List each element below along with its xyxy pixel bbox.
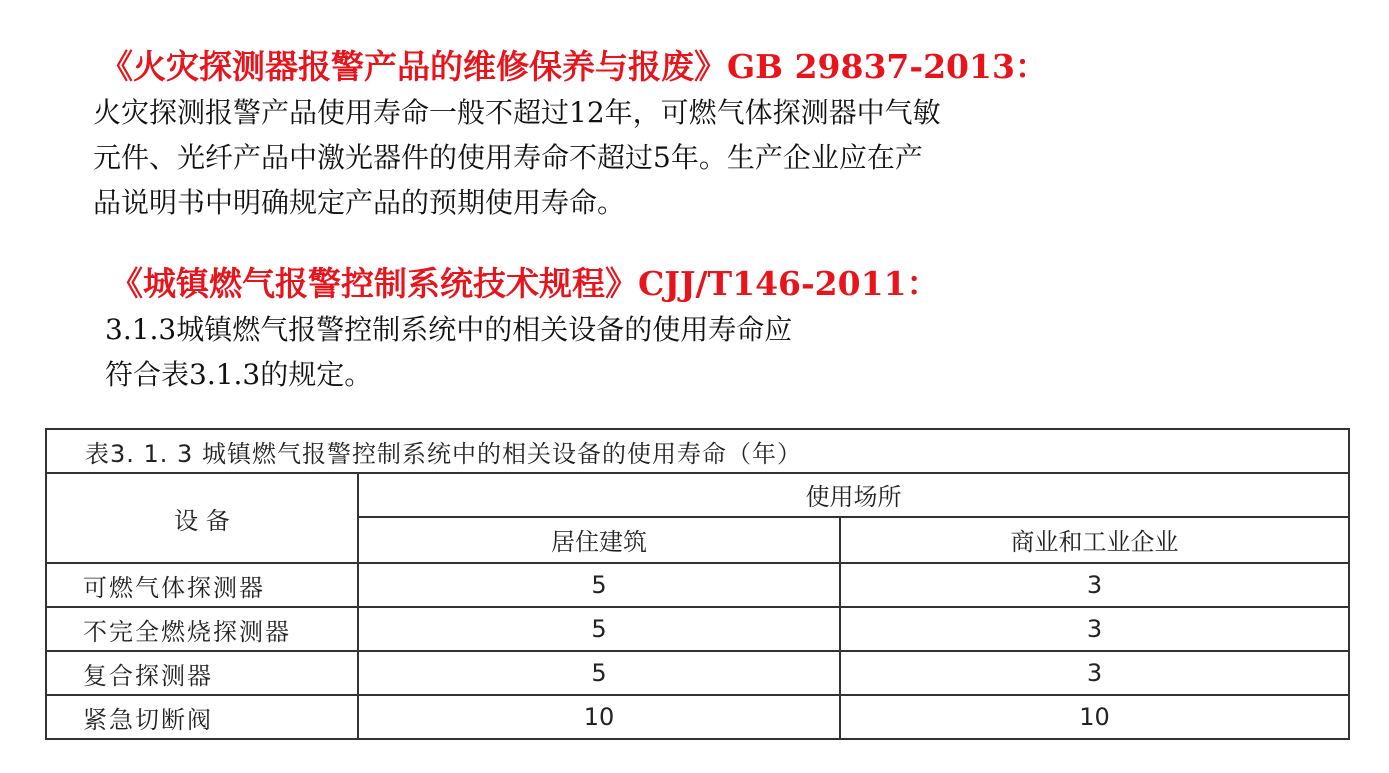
table-row bbox=[46, 607, 1349, 651]
column-header-commercial: 商业和工业企业 bbox=[840, 517, 1349, 563]
device-name-cell: 紧急切断阀 bbox=[46, 695, 358, 739]
column-header-device: 设 备 bbox=[46, 473, 358, 563]
standard-excerpt-gb29837 bbox=[93, 90, 941, 225]
device-name-cell: 可燃气体探测器 bbox=[46, 563, 358, 607]
column-header-residential: 居住建筑 bbox=[358, 517, 840, 563]
commercial-life-cell: 3 bbox=[840, 651, 1349, 695]
commercial-life-cell: 10 bbox=[840, 695, 1349, 739]
table-row bbox=[46, 563, 1349, 607]
standard-excerpt-cjj146 bbox=[105, 307, 792, 397]
residential-life-cell: 5 bbox=[358, 563, 840, 607]
residential-life-cell: 5 bbox=[358, 651, 840, 695]
standard-heading-gb29837: 《火灾探测器报警产品的维修保养与报废》GB 29837-2013： bbox=[100, 47, 1048, 86]
residential-life-cell: 5 bbox=[358, 607, 840, 651]
excerpt-line: 火灾探测报警产品使用寿命一般不超过12年，可燃气体探测器中气敏 bbox=[93, 96, 941, 129]
excerpt-line: 符合表3.1.3的规定。 bbox=[105, 358, 373, 391]
table bbox=[45, 428, 1350, 740]
column-header-usage-place: 使用场所 bbox=[358, 473, 1349, 517]
standard-heading-cjj146: 《城镇燃气报警控制系统技术规程》CJJ/T146-2011： bbox=[110, 264, 940, 303]
commercial-life-cell: 3 bbox=[840, 607, 1349, 651]
excerpt-line: 元件、光纤产品中激光器件的使用寿命不超过5年。生产企业应在产 bbox=[93, 141, 923, 174]
service-life-table bbox=[45, 428, 1348, 740]
excerpt-line: 3.1.3城镇燃气报警控制系统中的相关设备的使用寿命应 bbox=[105, 313, 793, 346]
excerpt-line: 品说明书中明确规定产品的预期使用寿命。 bbox=[93, 186, 626, 219]
table-row bbox=[46, 695, 1349, 739]
residential-life-cell: 10 bbox=[358, 695, 840, 739]
device-name-cell: 不完全燃烧探测器 bbox=[46, 607, 358, 651]
table-row bbox=[46, 651, 1349, 695]
device-name-cell: 复合探测器 bbox=[46, 651, 358, 695]
table-caption: 表3. 1. 3 城镇燃气报警控制系统中的相关设备的使用寿命（年） bbox=[46, 429, 1349, 473]
commercial-life-cell: 3 bbox=[840, 563, 1349, 607]
